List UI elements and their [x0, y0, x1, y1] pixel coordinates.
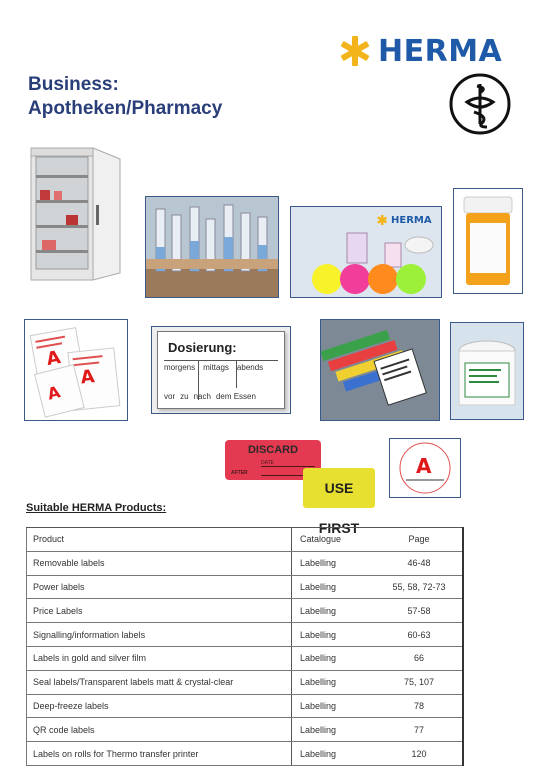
dosage-card-photo	[151, 326, 291, 414]
row-page: 77	[376, 718, 463, 742]
prescription-image	[25, 320, 127, 420]
svg-text:A: A	[79, 366, 96, 389]
row-page: 66	[376, 646, 463, 670]
title-line-2: Apotheken/Pharmacy	[28, 98, 223, 119]
dosage-evening: abends	[236, 363, 264, 372]
row-product: Labels on rolls for Thermo transfer printer	[27, 742, 292, 766]
discard-date: DATE	[261, 460, 274, 466]
test-tubes-photo	[145, 196, 279, 298]
row-page: 78	[376, 694, 463, 718]
row-page: 60-63	[376, 623, 463, 647]
dots-brand-text: HERMA	[391, 215, 432, 226]
ointment-jar-photo	[450, 322, 524, 420]
dosage-meals	[164, 392, 256, 401]
table-row	[27, 742, 464, 766]
fridge-image	[28, 145, 126, 293]
row-product: Price Labels	[27, 599, 292, 623]
dosage-morning: morgens	[164, 363, 196, 372]
herma-color-dots-photo	[290, 206, 442, 298]
products-table	[26, 527, 464, 766]
dosage-title: Dosierung:	[168, 340, 237, 355]
row-catalogue: Labelling	[292, 599, 377, 623]
pill-bottle-photo	[453, 188, 523, 294]
dosage-times	[164, 363, 263, 372]
table-row	[27, 551, 464, 575]
row-page: 57-58	[376, 599, 463, 623]
use-first-label: USE FIRST	[303, 468, 375, 508]
table-row	[27, 575, 464, 599]
row-page: 55, 58, 72-73	[376, 575, 463, 599]
row-product: Deep-freeze labels	[27, 694, 292, 718]
test-tubes-image	[146, 197, 278, 297]
row-product: Removable labels	[27, 551, 292, 575]
ointment-jar-image	[451, 323, 523, 419]
row-catalogue: Labelling	[292, 670, 377, 694]
colored-file-labels-photo	[320, 319, 440, 421]
row-catalogue: Labelling	[292, 551, 377, 575]
row-catalogue: Labelling	[292, 646, 377, 670]
row-page: 120	[376, 742, 463, 766]
color-dots-image	[291, 207, 441, 297]
header-catalogue: Catalogue	[292, 528, 377, 552]
brand-name: HERMA	[378, 33, 503, 69]
row-product: Seal labels/Transparent labels matt & crystal-clear	[27, 670, 292, 694]
dosage-after: nach	[193, 392, 211, 401]
row-catalogue: Labelling	[292, 718, 377, 742]
header-page: Page	[376, 528, 463, 552]
file-labels-image	[321, 320, 439, 420]
herma-logo	[338, 34, 502, 68]
table-row	[27, 694, 464, 718]
page-title	[28, 73, 222, 121]
pharmacy-seal-image	[390, 439, 460, 497]
table-row	[27, 599, 464, 623]
svg-text:A: A	[416, 454, 432, 478]
svg-text:A: A	[44, 346, 63, 371]
table-header-row	[27, 528, 464, 552]
dosage-with: zu	[180, 392, 189, 401]
discard-title: DISCARD	[247, 444, 299, 456]
pharmacy-seal-photo	[389, 438, 461, 498]
row-catalogue: Labelling	[292, 694, 377, 718]
dosage-before: vor	[164, 392, 176, 401]
table-row	[27, 646, 464, 670]
fridge-photo	[28, 145, 126, 293]
herma-star-icon	[338, 34, 372, 68]
dosage-noon: mittags	[203, 363, 229, 372]
row-product: Signalling/information labels	[27, 623, 292, 647]
table-row	[27, 670, 464, 694]
row-catalogue: Labelling	[292, 575, 377, 599]
pill-bottle-image	[454, 189, 522, 293]
table-row	[27, 718, 464, 742]
header-product: Product	[27, 528, 292, 552]
prescription-papers-photo	[24, 319, 128, 421]
dosage-meal: dem Essen	[215, 392, 256, 401]
title-line-1: Business:	[28, 74, 119, 95]
table-row	[27, 623, 464, 647]
row-product: Labels in gold and silver film	[27, 646, 292, 670]
products-heading: Suitable HERMA Products:	[26, 502, 167, 514]
row-product: Power labels	[27, 575, 292, 599]
row-catalogue: Labelling	[292, 623, 377, 647]
svg-text:A: A	[45, 382, 63, 404]
dosage-card	[157, 331, 285, 409]
discard-after: AFTER	[231, 470, 248, 476]
row-page: 75, 107	[376, 670, 463, 694]
pharmacy-snake-bowl-icon	[447, 72, 513, 136]
row-product: QR code labels	[27, 718, 292, 742]
row-catalogue: Labelling	[292, 742, 377, 766]
row-page: 46-48	[376, 551, 463, 575]
